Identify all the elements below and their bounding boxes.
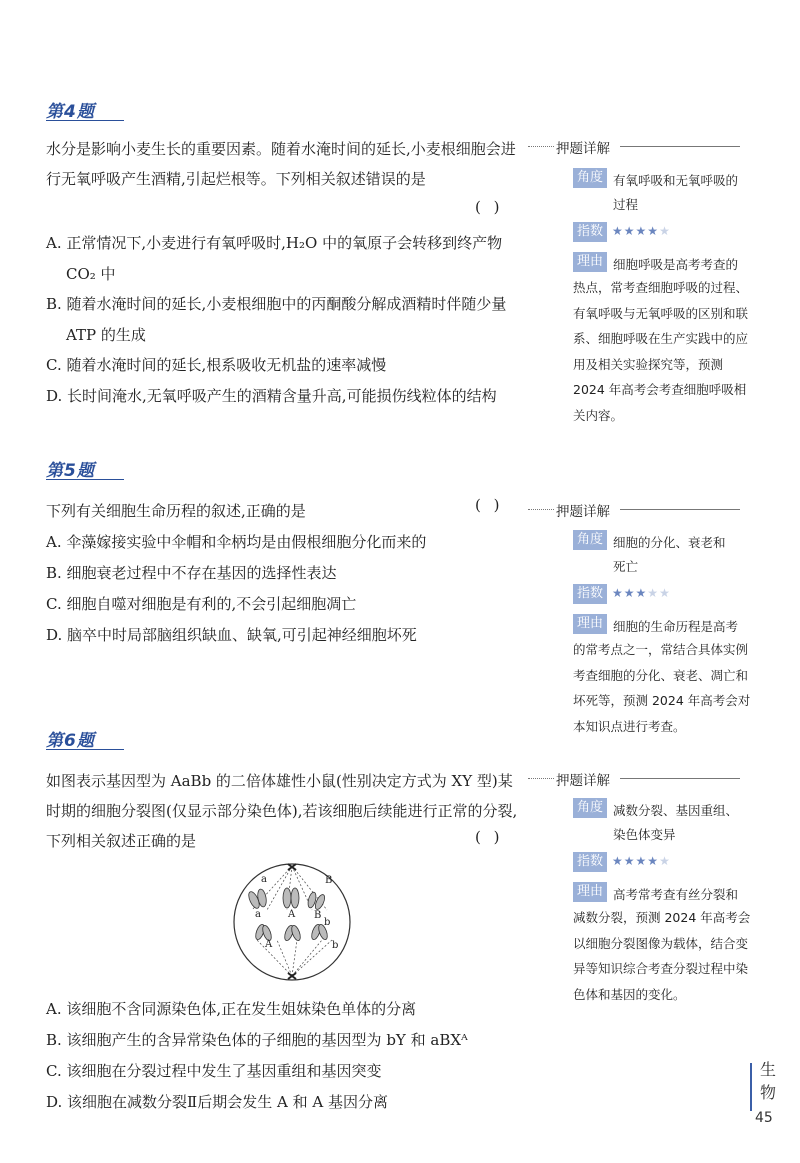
reason-text: 减数分裂，预测 2024 年高考会以细胞分裂图像为载体，结合变异等知识综合考查分裂过程中染色体和基因的变化。: [573, 910, 751, 1002]
star-empty-icon: ★: [659, 224, 671, 238]
centrosome-bottom: [288, 973, 296, 979]
reason-tag: 理由: [573, 882, 607, 902]
gene-label: a: [255, 909, 261, 920]
star-filled-icon: ★: [647, 224, 660, 238]
angle-line-2: 死亡: [613, 559, 639, 574]
star-filled-icon: ★: [623, 854, 636, 868]
question-4-option-c[interactable]: C. 随着水淹时间的延长,根系吸收无机盐的速率减慢: [46, 356, 387, 374]
star-filled-icon: ★: [623, 224, 636, 238]
question-4-option-d[interactable]: D. 长时间淹水,无氧呼吸产生的酒精含量升高,可能损伤线粒体的结构: [46, 387, 497, 405]
question-5-option-a[interactable]: A. 伞藻嫁接实验中伞帽和伞柄均是由假根细胞分化而来的: [46, 533, 427, 551]
question-5-option-c[interactable]: C. 细胞自噬对细胞是有利的,不会引起细胞凋亡: [46, 595, 357, 613]
subject-label: 生物: [760, 1060, 777, 1102]
reason-text: 热点，常考查细胞呼吸的过程、有氧呼吸与无氧呼吸的区别和联系、细胞呼吸在生产实践中的应用及相关实验探究等，预测 2024 年高考会考查细胞呼吸相关内容。: [573, 280, 749, 423]
reason-text: 的常考点之一，常结合具体实例考查细胞的分化、衰老、凋亡和坏死等，预测 2024 年高考会对本知识点进行考查。: [573, 642, 751, 734]
difficulty-stars: [612, 224, 671, 238]
dotted-leader: [528, 778, 554, 779]
gene-label: b: [324, 917, 331, 928]
page-number: 45: [755, 1110, 773, 1126]
angle-tag: 角度: [573, 798, 607, 818]
index-tag: 指数: [573, 852, 607, 872]
difficulty-stars: [612, 854, 671, 868]
chromosome: [283, 888, 291, 908]
index-tag: 指数: [573, 222, 607, 242]
side-rule: [620, 146, 740, 147]
question-4-heading: 第4题: [46, 97, 124, 121]
question-5-option-d[interactable]: D. 脑卒中时局部脑组织缺血、缺氧,可引起神经细胞坏死: [46, 626, 417, 644]
question-5-stem: 下列有关细胞生命历程的叙述,正确的是: [46, 502, 306, 520]
question-5-answer-blank[interactable]: ( ): [475, 496, 504, 514]
question-6-option-a[interactable]: A. 该细胞不含同源染色体,正在发生姐妹染色单体的分离: [46, 1000, 417, 1018]
reason-tag: 理由: [573, 614, 607, 634]
question-6-stem: 如图表示基因型为 AaBb 的二倍体雄性小鼠(性别决定方式为 XY 型)某时期的细胞分裂图(仅显示部分染色体),若该细胞后续能进行正常的分裂,下列相关叙述正确的是: [46, 772, 518, 850]
angle-tag: 角度: [573, 168, 607, 188]
question-6-heading: 第6题: [46, 726, 124, 750]
reason-first-line: 高考常考查有丝分裂和: [613, 887, 739, 902]
angle-line-1: 有氧呼吸和无氧呼吸的: [613, 173, 739, 188]
reason-first-line: 细胞呼吸是高考考查的: [613, 257, 739, 272]
star-empty-icon: ★: [647, 586, 660, 600]
angle-tag: 角度: [573, 530, 607, 550]
star-empty-icon: ★: [659, 854, 671, 868]
side-title: 押题详解: [556, 773, 610, 789]
question-6-option-d[interactable]: D. 该细胞在减数分裂Ⅱ后期会发生 A 和 A 基因分离: [46, 1093, 388, 1111]
question-6-answer-blank[interactable]: ( ): [475, 828, 504, 846]
index-tag: 指数: [573, 584, 607, 604]
star-filled-icon: ★: [612, 854, 624, 868]
star-filled-icon: ★: [612, 224, 624, 238]
question-5-option-b[interactable]: B. 细胞衰老过程中不存在基因的选择性表达: [46, 564, 337, 582]
star-filled-icon: ★: [635, 854, 648, 868]
question-4-stem: 水分是影响小麦生长的重要因素。随着水淹时间的延长,小麦根细胞会进行无氧呼吸产生酒精,引起烂根等。下列相关叙述错误的是: [46, 140, 516, 188]
question-5-heading: 第5题: [46, 456, 124, 480]
reason-first-line: 细胞的生命历程是高考: [613, 619, 739, 634]
angle-line-1: 细胞的分化、衰老和: [613, 535, 726, 550]
gene-label: A: [265, 939, 273, 950]
cell-division-figure: [232, 860, 352, 990]
reason-tag: 理由: [573, 252, 607, 272]
side-title: 押题详解: [556, 141, 610, 157]
dotted-leader: [528, 146, 554, 147]
dotted-leader: [528, 509, 554, 510]
difficulty-stars: [612, 586, 671, 600]
star-filled-icon: ★: [623, 586, 636, 600]
subject-bar: [750, 1063, 752, 1111]
gene-label: b: [332, 940, 339, 951]
side-rule: [620, 778, 740, 779]
star-filled-icon: ★: [635, 586, 648, 600]
gene-label: a: [261, 874, 267, 885]
side-title: 押题详解: [556, 504, 610, 520]
question-6-option-b[interactable]: B. 该细胞产生的含异常染色体的子细胞的基因型为 bY 和 aBXᴬ: [46, 1031, 468, 1049]
star-filled-icon: ★: [612, 586, 624, 600]
angle-line-1: 减数分裂、基因重组、: [613, 803, 739, 818]
question-4-answer-blank[interactable]: ( ): [475, 198, 504, 216]
gene-label: B: [314, 910, 322, 921]
question-4-option-a[interactable]: A. 正常情况下,小麦进行有氧呼吸时,H₂O 中的氧原子会转移到终产物 CO₂ 中: [46, 234, 503, 283]
angle-line-2: 染色体变异: [613, 827, 676, 842]
gene-label: A: [288, 909, 296, 920]
cell-membrane: [234, 864, 350, 980]
gene-label: B: [325, 875, 333, 886]
star-filled-icon: ★: [647, 854, 660, 868]
star-filled-icon: ★: [635, 224, 648, 238]
question-4-option-b[interactable]: B. 随着水淹时间的延长,小麦根细胞中的丙酮酸分解成酒精时伴随少量 ATP 的生成: [46, 295, 507, 344]
side-rule: [620, 509, 740, 510]
star-empty-icon: ★: [659, 586, 671, 600]
centrosome-top: [288, 864, 296, 870]
angle-line-2: 过程: [613, 197, 639, 212]
question-6-option-c[interactable]: C. 该细胞在分裂过程中发生了基因重组和基因突变: [46, 1062, 382, 1080]
chromosome: [291, 888, 299, 908]
